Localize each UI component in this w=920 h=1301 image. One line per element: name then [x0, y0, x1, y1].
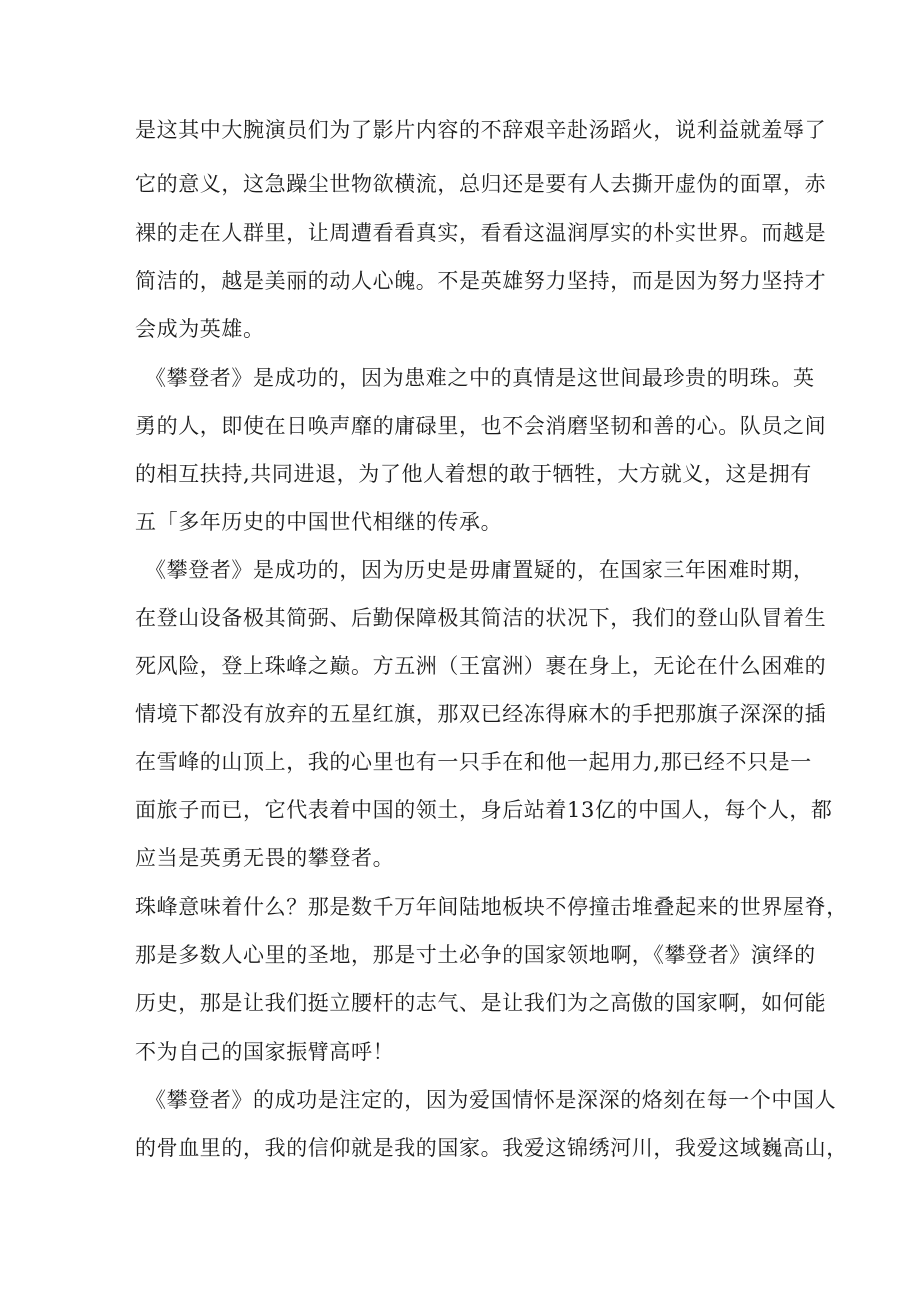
- paragraph-3-line-6: 面旅子而已，它代表着中国的领土，身后站着13亿的中国人，每个人，都: [135, 798, 833, 822]
- paragraph-3-line-7: 应当是英勇无畏的攀登者。: [135, 846, 395, 870]
- paragraph-1-line-1: 是这其中大腕演员们为了影片内容的不辞艰辛赴汤蹈火，说利益就羞辱了: [135, 118, 827, 142]
- paragraph-1-line-5: 会成为英雄。: [135, 317, 265, 341]
- paragraph-2-line-1: 《攀登者》是成功的，因为患难之中的真情是这世间最珍贵的明珠。英: [145, 366, 815, 390]
- paragraph-2-line-3: 的相互扶持,共同进退，为了他人着想的敢于牺牲，大方就义，这是拥有: [135, 462, 812, 486]
- paragraph-1-line-3: 裸的走在人群里，让周遭看看真实，看看这温润厚实的朴实世界。而越是: [135, 221, 827, 245]
- paragraph-5-line-2: 的骨血里的，我的信仰就是我的国家。我爱这锦绣河川，我爱这域巍高山，: [135, 1136, 848, 1160]
- paragraph-4-line-2: 那是多数人心里的圣地，那是寸土必争的国家领地啊，《攀登者》演绎的: [135, 943, 816, 967]
- paragraph-1-line-2: 它的意义，这急躁尘世物欲横流，总归还是要有人去撕开虚伪的面罩，赤: [135, 172, 827, 196]
- paragraph-4-line-1: 珠峰意味着什么？那是数千万年间陆地板块不停撞击堆叠起来的世界屋脊，: [135, 895, 848, 919]
- paragraph-5-line-1: 《攀登者》的成功是注定的，因为爱国情怀是深深的烙刻在每一个中国人: [145, 1088, 837, 1112]
- paragraph-3-line-5: 在雪峰的山顶上，我的心里也有一只手在和他一起用力,那已经不只是一: [135, 750, 812, 774]
- paragraph-3-line-1: 《攀登者》是成功的，因为历史是毋庸置疑的，在国家三年困难时期，: [145, 558, 815, 582]
- paragraph-2-line-4: 五「多年历史的中国世代相继的传承。: [135, 510, 503, 534]
- paragraph-1-line-4: 简洁的，越是美丽的动人心魄。不是英雄努力坚持，而是因为努力坚持才: [135, 269, 827, 293]
- paragraph-2-line-2: 勇的人，即使在日唤声靡的庸碌里，也不会消磨坚韧和善的心。队员之间: [135, 414, 827, 438]
- paragraph-4-line-4: 不为自己的国家振臂高呼！: [135, 1040, 395, 1064]
- paragraph-3-line-2: 在登山设备极其简弼、后勤保障极其简洁的状况下，我们的登山队冒着生: [135, 606, 827, 630]
- paragraph-3-line-4: 情境下都没有放弃的五星红旗，那双已经冻得麻木的手把那旗子深深的插: [135, 702, 827, 726]
- paragraph-3-line-3: 死风险，登上珠峰之巅。方五洲（王富洲）裹在身上，无论在什么困难的: [135, 654, 827, 678]
- paragraph-4-line-3: 历史，那是让我们挺立腰杆的志气、是让我们为之高傲的国家啊，如何能: [135, 991, 827, 1015]
